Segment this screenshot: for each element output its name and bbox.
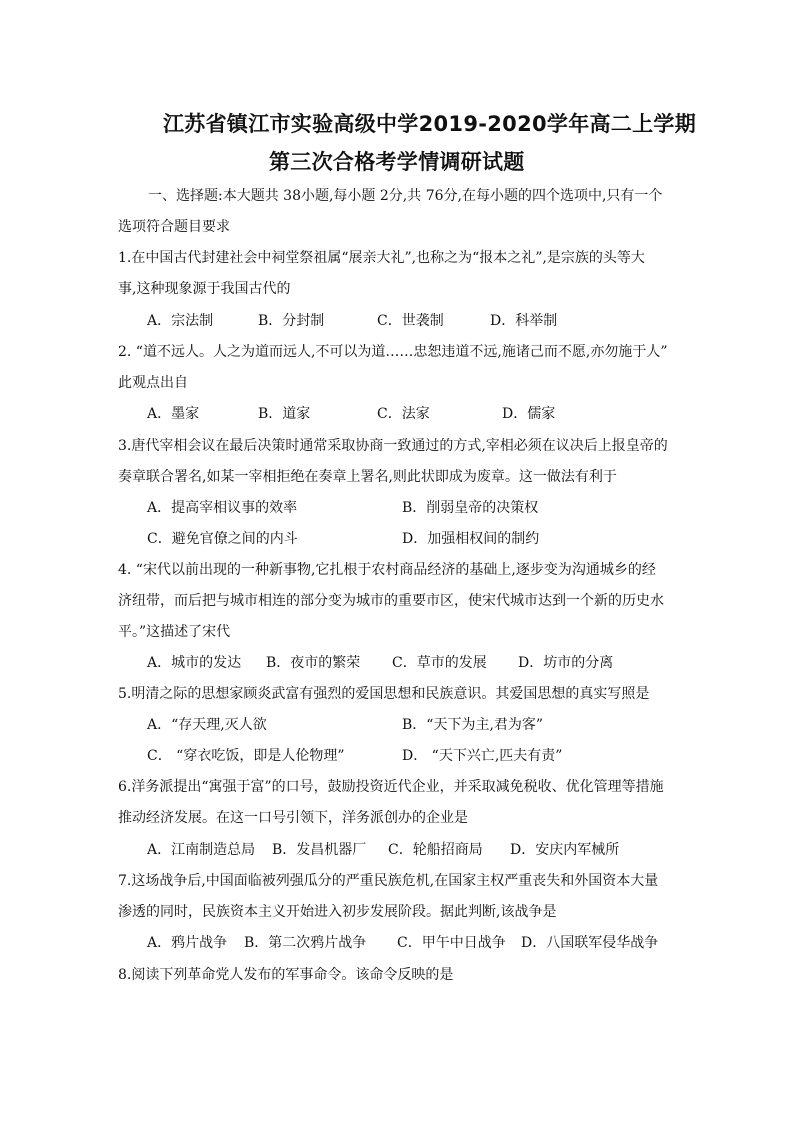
question-2-stem-line1: 2. “道不远人。人之为道而远人,不可以为道……忠恕违道不远,施诸己而不愿,亦勿施于人” <box>118 344 668 360</box>
question-5-option-a: A．“存天理,灭人欲 <box>147 717 267 733</box>
question-1-option-d: D．科举制 <box>490 313 558 329</box>
question-2-option-c: C．法家 <box>377 406 430 422</box>
question-5-option-d: D． “天下兴亡,匹夫有责” <box>402 748 563 764</box>
question-6-option-d: D．安庆内军械所 <box>510 842 620 858</box>
question-4-option-a: A．城市的发达 <box>147 655 242 671</box>
question-4-option-b: B．夜市的繁荣 <box>266 655 361 671</box>
exam-title-line1: 江苏省镇江市实验高级中学2019-2020学年高二上学期 <box>163 112 697 136</box>
question-8-stem-line1: 8.阅读下列革命党人发布的军事命令。该命令反映的是 <box>118 967 454 983</box>
question-2-option-d: D．儒家 <box>502 406 556 422</box>
question-6-option-b: B．发昌机器厂 <box>272 842 367 858</box>
question-7-option-b: B．第二次鸦片战争 <box>244 935 367 951</box>
question-2-stem-line2: 此观点出自 <box>118 375 188 391</box>
question-3-option-c: C．避免官僚之间的内斗 <box>147 531 298 547</box>
question-1-option-c: C．世袭制 <box>377 313 444 329</box>
question-3-stem-line2: 奏章联合署名,如某一宰相拒绝在奏章上署名,则此状即成为废章。这一做法有利于 <box>118 469 617 485</box>
question-5-option-c: C． “穿衣吃饭，即是人伦物理” <box>147 748 345 764</box>
question-6-stem-line1: 6.洋务派提出“寓强于富”的口号，鼓励投资近代企业，并采取减免税收、优化管理等措施 <box>118 779 664 795</box>
question-3-option-a: A．提高宰相议事的效率 <box>147 500 298 516</box>
question-3-option-d: D．加强相权间的制约 <box>402 531 540 547</box>
question-4-option-d: D．坊市的分离 <box>518 655 614 671</box>
question-7-stem-line2: 渗透的同时，民族资本主义开始进入初步发展阶段。据此判断,该战争是 <box>118 904 557 920</box>
question-4-stem-line2: 济纽带，而后把与城市相连的部分变为城市的重要市区，使宋代城市达到一个新的历史水 <box>118 593 664 609</box>
question-4-option-c: C．草市的发展 <box>392 655 487 671</box>
question-7-option-d: D．八国联军侵华战争 <box>521 935 659 951</box>
question-3-stem-line1: 3.唐代宰相会议在最后决策时通常采取协商一致通过的方式,宰相必须在议决后上报皇帝的 <box>118 438 668 454</box>
question-5-stem-line1: 5.明清之际的思想家顾炎武富有强烈的爱国思想和民族意识。其爱国思想的真实写照是 <box>118 686 650 702</box>
section-intro-line2: 选项符合题目要求 <box>118 219 230 235</box>
question-2-option-a: A．墨家 <box>147 406 200 422</box>
exam-title-line2: 第三次合格考学情调研试题 <box>269 150 525 174</box>
question-6-option-c: C．轮船招商局 <box>388 842 483 858</box>
section-intro-line1: 一、选择题:本大题共 38小题,每小题 2分,共 76分,在每小题的四个选项中,只有一个 <box>148 188 663 204</box>
question-1-stem-line1: 1.在中国古代封建社会中祠堂祭祖属“展亲大礼”,也称之为“报本之礼”,是宗族的头等大 <box>118 250 645 266</box>
question-7-stem-line1: 7.这场战争后,中国面临被列强瓜分的严重民族危机,在国家主权严重丧失和外国资本大量 <box>118 873 659 889</box>
question-4-stem-line3: 平。”这描述了宋代 <box>118 624 231 640</box>
question-6-option-a: A．江南制造总局 <box>147 842 256 858</box>
question-7-option-a: A．鸦片战争 <box>147 935 228 951</box>
question-2-option-b: B．道家 <box>258 406 311 422</box>
question-7-option-c: C．甲午中日战争 <box>397 935 506 951</box>
question-1-stem-line2: 事,这种现象源于我国古代的 <box>118 281 291 297</box>
question-6-stem-line2: 推动经济发展。在这一口号引领下，洋务派创办的企业是 <box>118 810 468 826</box>
question-5-option-b: B．“天下为主,君为客” <box>402 717 544 733</box>
question-4-stem-line1: 4. “宋代以前出现的一种新事物,它扎根于农村商品经济的基础上,逐步变为沟通城乡的经 <box>118 562 656 578</box>
question-1-option-a: A．宗法制 <box>147 313 214 329</box>
question-3-option-b: B．削弱皇帝的决策权 <box>402 500 539 516</box>
question-1-option-b: B．分封制 <box>258 313 325 329</box>
